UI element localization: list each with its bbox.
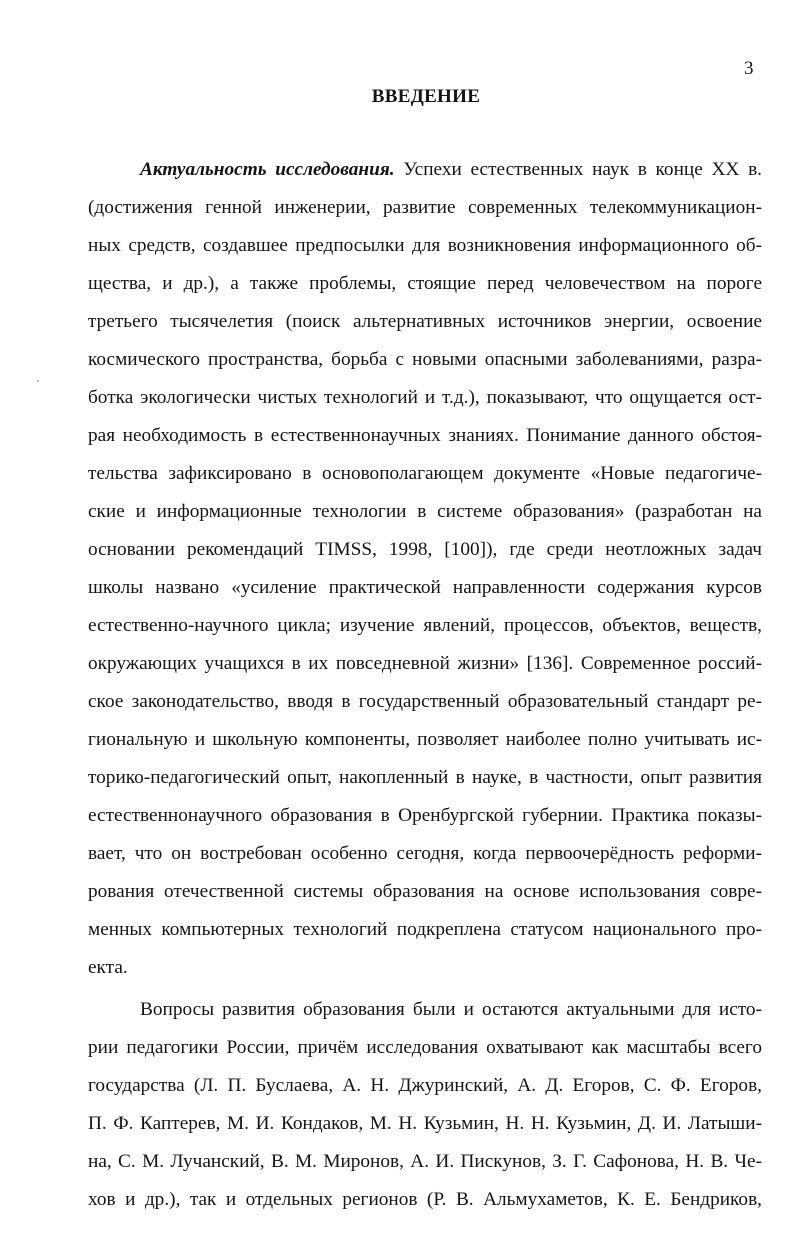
paragraph-line: на, С. М. Лучанский, В. М. Миронов, А. И. Пискунов, З. Г. Сафонова, Н. В. Че- [88, 1151, 762, 1172]
paragraph-line: рования отечественной системы образования на основе использования совре- [88, 881, 762, 902]
paragraph-line: окружающих учащихся в их повседневной жизни» [136]. Современное россий- [88, 653, 762, 674]
paragraph-line: гиональную и школьную компоненты, позволяет наиболее полно учитывать ис- [88, 729, 762, 750]
lead-phrase: Актуальность исследования. [140, 159, 395, 180]
paragraph-line: ские и информационные технологии в системе образования» (разработан на [88, 501, 762, 522]
paragraph-line: вает, что он востребован особенно сегодня, когда первоочерёдность реформи- [88, 843, 762, 864]
paragraph-line: менных компьютерных технологий подкреплена статусом национального про- [88, 919, 762, 940]
paragraph-line: ных средств, создавшее предпосылки для возникновения информационного об- [88, 235, 762, 256]
paragraph-line: рая необходимость в естественнонаучных знаниях. Понимание данного обстоя- [88, 425, 762, 446]
paragraph-line: третьего тысячелетия (поиск альтернативных источников энергии, освоение [88, 311, 762, 332]
paragraph-line: екта. [88, 957, 128, 978]
page-title: ВВЕДЕНИЕ [371, 86, 481, 107]
scan-speck [37, 380, 39, 382]
text-run: Успехи естественных наук в конце XX в. [403, 159, 762, 180]
paragraph-line: щества, и др.), а также проблемы, стоящие перед человечеством на пороге [88, 273, 762, 294]
paragraph-line: П. Ф. Каптерев, М. И. Кондаков, М. Н. Кузьмин, Н. Н. Кузьмин, Д. И. Латыши- [88, 1113, 762, 1134]
paragraph-line: рии педагогики России, причём исследования охватывают как масштабы всего [88, 1037, 762, 1058]
paragraph-line: государства (Л. П. Буслаева, А. Н. Джуринский, А. Д. Егоров, С. Ф. Егоров, [88, 1075, 762, 1096]
paragraph-line [140, 158, 762, 182]
paragraph-line: естественнонаучного образования в Оренбургской губернии. Практика показы- [88, 805, 762, 826]
paragraph-line: основании рекомендаций TIMSS, 1998, [100]), где среди неотложных задач [88, 539, 762, 560]
paragraph-line: торико-педагогический опыт, накопленный в науке, в частности, опыт развития [88, 767, 762, 788]
page-number: 3 [744, 58, 754, 79]
paragraph-line: ботка экологически чистых технологий и т.д.), показывают, что ощущается ост- [88, 387, 762, 408]
paragraph-line: космического пространства, борьба с новыми опасными заболеваниями, разра- [88, 349, 762, 370]
paragraph-line: тельства зафиксировано в основополагающем документе «Новые педагогиче- [88, 463, 762, 484]
paragraph-line: естественно-научного цикла; изучение явлений, процессов, объектов, веществ, [88, 615, 762, 636]
paragraph-line: школы названо «усиление практической направленности содержания курсов [88, 577, 762, 598]
paragraph-line: (достижения генной инженерии, развитие современных телекоммуникацион- [88, 197, 762, 218]
paragraph-line: Вопросы развития образования были и остаются актуальными для исто- [140, 999, 762, 1020]
paragraph-line: хов и др.), так и отдельных регионов (Р. В. Альмухаметов, К. Е. Бендриков, [88, 1189, 762, 1210]
paragraph-line: ское законодательство, вводя в государственный образовательный стандарт ре- [88, 691, 762, 712]
